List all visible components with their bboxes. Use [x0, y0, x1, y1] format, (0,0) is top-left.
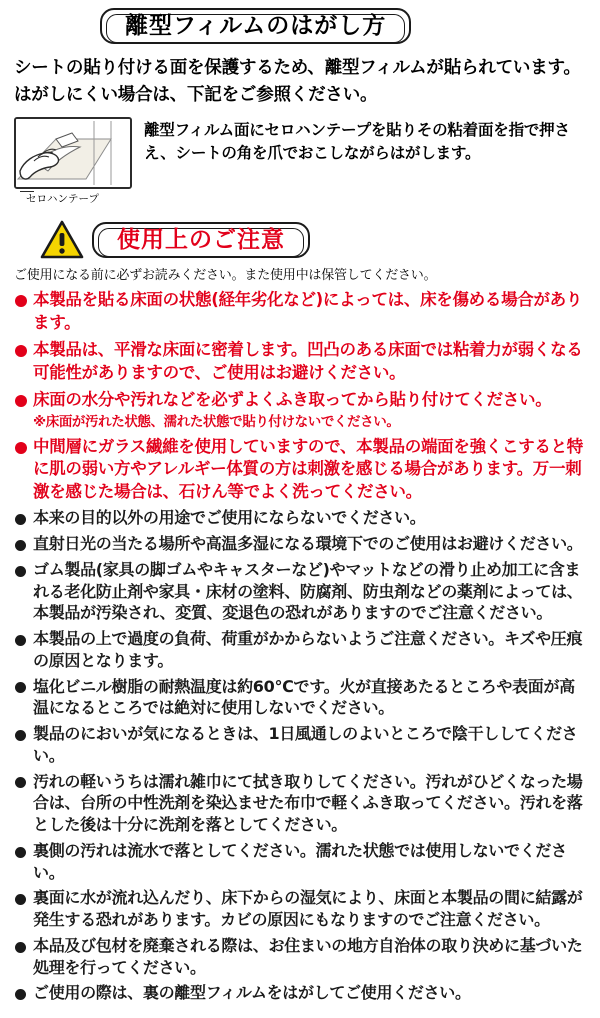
- list-item: [14, 628, 586, 672]
- red-note-text: 本製品は、平滑な床面に密着します。凹凸のある床面では粘着力が弱くなる可能性がありますので、ご使用はお避けください。: [33, 340, 583, 382]
- heading-pill-inner: [106, 14, 405, 43]
- red-cautions-list: [14, 289, 586, 503]
- red-note-text: 中間層にガラス繊維を使用していますので、本製品の端面を強くこすると特に肌の弱い方やアレルギー体質の方は刺激を感じる場合があります。万一刺激を感じた場合は、石けん等でよく洗ってください。: [33, 437, 583, 501]
- list-item: [14, 389, 586, 431]
- heading-pill-cautions: [92, 222, 310, 258]
- heading-pill-cautions-inner: [98, 228, 304, 257]
- red-note-text: 本製品を貼る床面の状態(経年劣化など)によっては、床を傷める場合があります。: [33, 290, 583, 332]
- red-sub-note: ※床面が汚れた状態、濡れた状態で貼り付けないでください。: [33, 413, 400, 430]
- black-note-text: 裏面に水が流れ込んだり、床下からの湿気により、床面と本製品の間に結露が発生する恐れがあります。カビの原因にもなりますのでご注意ください。: [33, 888, 583, 930]
- product-instruction-page: [0, 8, 600, 1018]
- illustration-wrapper: [14, 117, 134, 206]
- illustration-caption: セロハンテープ: [26, 192, 99, 205]
- list-item: [14, 887, 586, 931]
- list-item: [14, 533, 586, 555]
- heading-pill: [100, 8, 411, 44]
- black-note-text: ゴム製品(家具の脚ゴムやキャスターなど)やマットなどの滑り止め加工に含まれる老化防止剤や家具・床材の塗料、防腐剤、防虫剤などの薬剤によっては、本製品が汚染され、変質、変退色の恐れがありますのでご注意ください。: [33, 559, 583, 623]
- black-note-text: 裏側の汚れは流水で落としてください。濡れた状態では使用しないでください。: [33, 840, 567, 882]
- black-note-text: 本製品の上で過度の負荷、荷重がかからないようご注意ください。キズや圧痕の原因となります。: [33, 629, 583, 670]
- section1-heading-text: 離型フィルムのはがし方: [125, 13, 387, 39]
- list-item: [14, 507, 586, 529]
- caution-intro-text: ご使用になる前に必ずお読みください。また使用中は保管してください。: [14, 267, 437, 283]
- red-note-text: 床面の水分や汚れなどを必ずよくふき取ってから貼り付けてください。: [33, 390, 552, 410]
- section-heading-release-film: [14, 8, 586, 44]
- illustration-svg: [16, 119, 130, 187]
- list-item: [14, 559, 586, 624]
- list-item: [14, 840, 586, 884]
- black-note-text: ご使用の際は、裏の離型フィルムをはがしてご使用ください。: [33, 983, 471, 1003]
- black-note-text: 直射日光の当たる場所や高温多湿になる環境下でのご使用はお避けください。: [33, 534, 583, 554]
- list-item: [14, 339, 586, 384]
- black-note-text: 汚れの軽いうちは濡れ雑巾にて拭き取りしてください。汚れがひどくなった場合は、台所の中性洗剤を染込ませた布巾で軽くふき取ってください。汚れを落とした後は十分に洗剤を落としてください。: [33, 771, 583, 835]
- list-item: [14, 771, 586, 836]
- section1-body-text: シートの貼り付ける面を保護するため、離型フィルムが貼られています。はがしにくい場合は、下記をご参照ください。: [14, 58, 581, 105]
- list-item: [14, 676, 586, 720]
- black-note-text: 製品のにおいが気になるときは、1日風通しのよいところで陰干ししてください。: [33, 724, 578, 765]
- black-note-text: 塩化ビニル樹脂の耐熱温度は約60℃です。火が直接あたるところや表面が高温になるところでは絶対に使用しないでください。: [33, 676, 575, 718]
- list-item: [14, 436, 586, 503]
- black-note-text: 本品及び包材を廃棄される際は、お住まいの地方自治体の取り決めに基づいた処理を行ってください。: [33, 935, 583, 977]
- illustration-description: 離型フィルム面にセロハンテープを貼りその粘着面を指で押さえ、シートの角を爪でおこしながらはがします。: [144, 120, 570, 163]
- list-item: [14, 289, 586, 334]
- hand-peeling-film-illustration: [14, 117, 132, 189]
- illustration-block: [14, 117, 586, 206]
- black-note-text: 本来の目的以外の用途でご使用にならないでください。: [33, 508, 426, 528]
- warning-triangle-icon: [40, 220, 84, 260]
- leader-line: [20, 191, 34, 192]
- section2-heading-text: 使用上のご注意: [117, 226, 285, 253]
- list-item: [14, 723, 586, 767]
- list-item: [14, 982, 586, 1004]
- section-heading-cautions: [14, 220, 586, 260]
- black-cautions-list: [14, 507, 586, 1004]
- list-item: [14, 935, 586, 979]
